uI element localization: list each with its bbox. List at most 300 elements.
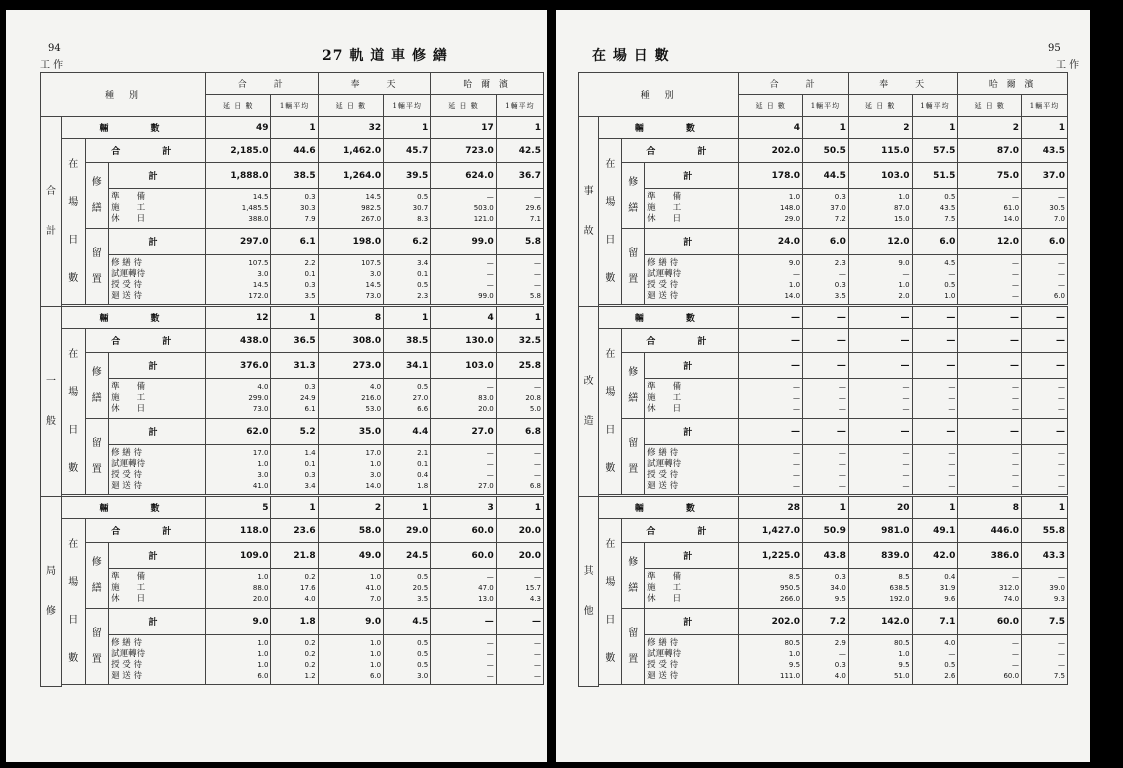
right-statistics-table bbox=[578, 72, 1068, 687]
cell-value: 1.0 bbox=[369, 660, 382, 669]
cell-value: — bbox=[1012, 459, 1020, 468]
cell-value: 29.0 bbox=[784, 215, 801, 223]
cell-value: 9.5 bbox=[834, 595, 846, 603]
cell-value: 386.0 bbox=[990, 550, 1020, 561]
cell-value: 0.4 bbox=[417, 470, 429, 479]
cell-value: 36.7 bbox=[518, 170, 541, 181]
stay-subtotal-row bbox=[41, 609, 544, 635]
cell-value: — bbox=[1012, 394, 1020, 402]
cell-value: — bbox=[486, 193, 494, 201]
cell-value: 1,264.0 bbox=[342, 170, 382, 181]
total-label: 合 計 bbox=[622, 519, 739, 543]
value-cell bbox=[271, 353, 318, 379]
stay-label: 留 置 bbox=[622, 229, 645, 305]
value-cell bbox=[958, 117, 1022, 139]
cell-value: 1 bbox=[1058, 122, 1065, 133]
cell-value: 1,427.0 bbox=[761, 525, 801, 536]
stay-item-label: 修 繕 待 bbox=[647, 257, 679, 268]
value-cell bbox=[803, 229, 849, 255]
cell-value: 376.0 bbox=[240, 360, 269, 371]
cell-value: — bbox=[902, 394, 910, 402]
cell-value: 1,485.5 bbox=[241, 204, 269, 212]
stay-subtotal-row bbox=[579, 609, 1068, 635]
cell-value: 0.5 bbox=[417, 383, 429, 391]
spacer bbox=[61, 685, 543, 687]
cell-value: 75.0 bbox=[996, 170, 1020, 181]
value-cell bbox=[384, 543, 431, 569]
cell-value: 61.0 bbox=[1003, 204, 1020, 212]
subtotal-label: 計 bbox=[109, 419, 206, 445]
repair-item-label: 休 日 bbox=[647, 214, 682, 224]
value-cell bbox=[496, 189, 543, 229]
repair-item-label: 休 日 bbox=[111, 594, 146, 604]
cell-value: — bbox=[948, 470, 956, 479]
cell-value: 1.8 bbox=[417, 481, 429, 490]
cell-value: 5.2 bbox=[299, 426, 316, 437]
cell-value: 9.5 bbox=[898, 660, 910, 669]
cell-value: 20.5 bbox=[412, 584, 429, 592]
value-cell bbox=[496, 329, 543, 353]
cell-value: 9.6 bbox=[944, 595, 956, 603]
repair-item-label: 休 日 bbox=[111, 214, 146, 224]
cell-value: 4.0 bbox=[834, 671, 846, 680]
cell-value: 0.5 bbox=[417, 660, 429, 669]
value-cell bbox=[271, 255, 318, 305]
repair-item-label: 施 工 bbox=[111, 393, 146, 403]
cell-value: 121.0 bbox=[473, 215, 494, 223]
cell-value: 57.5 bbox=[933, 145, 956, 156]
cell-value: 0.2 bbox=[304, 638, 316, 647]
cell-value: — bbox=[1012, 481, 1020, 490]
cell-value: 1 bbox=[309, 122, 316, 133]
value-cell bbox=[803, 569, 849, 609]
cell-value: — bbox=[1010, 335, 1020, 346]
value-cell bbox=[848, 379, 912, 419]
cell-value: 3.0 bbox=[417, 671, 429, 680]
repair-item-label: 準 備 bbox=[111, 572, 146, 582]
value-cell bbox=[271, 445, 318, 495]
cell-value: 49 bbox=[255, 122, 269, 133]
cars-label: 輛 數 bbox=[61, 497, 205, 519]
stay-item-label: 廻 送 待 bbox=[111, 670, 142, 681]
cell-value: 2.3 bbox=[417, 291, 429, 300]
value-cell bbox=[912, 635, 958, 685]
in-shop-days-label: 在 場 日 數 bbox=[61, 329, 85, 495]
cell-value: — bbox=[902, 470, 910, 479]
value-cell bbox=[318, 609, 383, 635]
cell-value: 3.0 bbox=[369, 269, 382, 278]
stay-item-label: 廻 送 待 bbox=[111, 480, 142, 491]
cell-value: 0.3 bbox=[304, 470, 316, 479]
cell-value: 50.9 bbox=[823, 525, 846, 536]
value-cell bbox=[958, 635, 1022, 685]
value-cell bbox=[958, 353, 1022, 379]
value-cell bbox=[848, 353, 912, 379]
value-cell bbox=[739, 445, 803, 495]
cell-value: 982.5 bbox=[361, 204, 382, 212]
total-row bbox=[41, 519, 544, 543]
cell-value: — bbox=[791, 312, 801, 323]
value-cell bbox=[384, 353, 431, 379]
value-cell bbox=[205, 163, 270, 189]
cell-value: — bbox=[486, 258, 494, 267]
stay-items-label bbox=[645, 635, 739, 685]
cell-value: 1 bbox=[949, 502, 956, 513]
cell-value: 299.0 bbox=[248, 394, 269, 402]
cell-value: — bbox=[1012, 269, 1020, 278]
cell-value: — bbox=[534, 193, 541, 201]
cell-value: 4.0 bbox=[257, 383, 269, 391]
cell-value: 6.8 bbox=[529, 481, 541, 490]
value-cell bbox=[496, 609, 543, 635]
cell-value: — bbox=[486, 470, 494, 479]
stay-item-label: 廻 送 待 bbox=[111, 290, 142, 301]
value-cell bbox=[431, 419, 496, 445]
value-cell bbox=[271, 307, 318, 329]
stay-item-label: 修 繕 待 bbox=[647, 447, 679, 458]
cell-value: — bbox=[838, 269, 846, 278]
cell-value: — bbox=[486, 269, 494, 278]
value-cell bbox=[384, 497, 431, 519]
cell-value: 3 bbox=[487, 502, 494, 513]
stay-items-row bbox=[41, 255, 544, 305]
value-cell bbox=[431, 519, 496, 543]
cell-value: — bbox=[534, 280, 541, 289]
cell-value: — bbox=[1058, 193, 1065, 201]
value-cell bbox=[1022, 497, 1068, 519]
cell-value: 73.0 bbox=[252, 405, 269, 413]
value-cell bbox=[205, 497, 270, 519]
cell-value: 29.6 bbox=[525, 204, 541, 212]
cell-value: 5.8 bbox=[529, 291, 541, 300]
total-row bbox=[41, 329, 544, 353]
value-cell bbox=[1022, 569, 1068, 609]
cell-value: 43.5 bbox=[939, 204, 956, 212]
cell-value: 20.8 bbox=[525, 394, 541, 402]
value-cell bbox=[1022, 229, 1068, 255]
subtotal-label: 計 bbox=[109, 353, 206, 379]
repair-items-label bbox=[645, 189, 739, 229]
cell-value: 17 bbox=[481, 122, 494, 133]
cell-value: 27.0 bbox=[478, 481, 494, 490]
section-name: 其 他 bbox=[579, 497, 599, 687]
cell-value: 47.0 bbox=[478, 584, 494, 592]
stay-subtotal-row bbox=[579, 229, 1068, 255]
section-name: 合 計 bbox=[41, 117, 62, 307]
cell-value: 2.1 bbox=[417, 448, 429, 457]
value-cell bbox=[912, 379, 958, 419]
cell-value: — bbox=[948, 649, 956, 658]
cell-value: 1,462.0 bbox=[342, 145, 382, 156]
cell-value: 192.0 bbox=[889, 595, 910, 603]
in-shop-days-label: 在 場 日 數 bbox=[61, 519, 85, 685]
value-cell bbox=[496, 419, 543, 445]
repair-label: 修 繕 bbox=[622, 163, 645, 229]
cell-value: — bbox=[838, 383, 846, 391]
cell-value: 62.0 bbox=[246, 426, 269, 437]
cell-value: 148.0 bbox=[779, 204, 801, 212]
cell-value: 4.0 bbox=[369, 383, 382, 391]
cell-value: — bbox=[838, 394, 846, 402]
repair-item-label: 準 備 bbox=[647, 572, 682, 582]
cell-value: 41.0 bbox=[365, 584, 382, 592]
cell-value: — bbox=[900, 312, 910, 323]
cell-value: 43.8 bbox=[823, 550, 846, 561]
cell-value: 3.0 bbox=[257, 269, 269, 278]
cell-value: — bbox=[1058, 280, 1065, 289]
repair-label: 修 繕 bbox=[85, 543, 109, 609]
repair-subtotal-row bbox=[579, 353, 1068, 379]
days-header: 延 日 數 bbox=[958, 95, 1022, 117]
value-cell bbox=[1022, 117, 1068, 139]
subtotal-label: 計 bbox=[109, 609, 206, 635]
repair-items-label bbox=[645, 569, 739, 609]
cell-value: — bbox=[1058, 470, 1065, 479]
value-cell bbox=[1022, 419, 1068, 445]
cell-value: — bbox=[902, 459, 910, 468]
stay-item-label: 修 繕 待 bbox=[647, 637, 679, 648]
cell-value: 6.1 bbox=[299, 236, 316, 247]
left-statistics-table bbox=[40, 72, 544, 687]
cell-value: 4.0 bbox=[944, 638, 956, 647]
cars-row bbox=[579, 497, 1068, 519]
cell-value: 20.0 bbox=[252, 595, 269, 603]
cell-value: — bbox=[838, 459, 846, 468]
value-cell bbox=[958, 163, 1022, 189]
total-row bbox=[579, 519, 1068, 543]
value-cell bbox=[496, 497, 543, 519]
cell-value: — bbox=[1012, 649, 1020, 658]
value-cell bbox=[318, 519, 383, 543]
cell-value: 3.5 bbox=[304, 291, 316, 300]
value-cell bbox=[318, 569, 383, 609]
cell-value: 0.5 bbox=[944, 193, 956, 201]
value-cell bbox=[912, 255, 958, 305]
cell-value: — bbox=[902, 405, 910, 413]
cell-value: — bbox=[1010, 312, 1020, 323]
cell-value: 80.5 bbox=[784, 638, 801, 647]
cell-value: 6.6 bbox=[417, 405, 429, 413]
value-cell bbox=[803, 353, 849, 379]
fengtian-header: 奉 天 bbox=[318, 73, 431, 95]
value-cell bbox=[431, 609, 496, 635]
value-cell bbox=[496, 139, 543, 163]
value-cell bbox=[739, 163, 803, 189]
total-label: 合 計 bbox=[85, 519, 205, 543]
cell-value: — bbox=[486, 671, 494, 680]
cell-value: 25.8 bbox=[518, 360, 541, 371]
cell-value: — bbox=[900, 360, 910, 371]
cell-value: 624.0 bbox=[465, 170, 494, 181]
cell-value: 53.0 bbox=[365, 405, 382, 413]
fengtian-header: 奉 天 bbox=[848, 73, 958, 95]
total-row bbox=[579, 139, 1068, 163]
value-cell bbox=[384, 379, 431, 419]
value-cell bbox=[271, 419, 318, 445]
value-cell bbox=[205, 353, 270, 379]
cell-value: — bbox=[1058, 573, 1065, 581]
cell-value: 178.0 bbox=[771, 170, 801, 181]
cell-value: 8 bbox=[1012, 502, 1020, 513]
value-cell bbox=[431, 163, 496, 189]
value-cell bbox=[739, 189, 803, 229]
cell-value: — bbox=[534, 258, 541, 267]
value-cell bbox=[803, 543, 849, 569]
value-cell bbox=[958, 445, 1022, 495]
cell-value: 73.0 bbox=[365, 291, 382, 300]
value-cell bbox=[848, 419, 912, 445]
cell-value: 1 bbox=[534, 122, 541, 133]
repair-items-row bbox=[579, 189, 1068, 229]
cell-value: 9.0 bbox=[788, 258, 801, 267]
value-cell bbox=[739, 307, 803, 329]
cell-value: — bbox=[534, 470, 541, 479]
value-cell bbox=[205, 635, 270, 685]
cell-value: 21.8 bbox=[293, 550, 316, 561]
value-cell bbox=[848, 163, 912, 189]
value-cell bbox=[318, 189, 383, 229]
cell-value: 9.5 bbox=[788, 660, 801, 669]
repair-label: 修 繕 bbox=[622, 353, 645, 419]
cell-value: 266.0 bbox=[779, 595, 801, 603]
value-cell bbox=[1022, 255, 1068, 305]
cell-value: 42.5 bbox=[518, 145, 541, 156]
value-cell bbox=[496, 255, 543, 305]
value-cell bbox=[912, 229, 958, 255]
cell-value: — bbox=[946, 360, 956, 371]
value-cell bbox=[1022, 307, 1068, 329]
cell-value: — bbox=[900, 426, 910, 437]
value-cell bbox=[318, 419, 383, 445]
cell-value: 2 bbox=[903, 122, 910, 133]
cell-value: — bbox=[1012, 660, 1020, 669]
total-label: 合 計 bbox=[85, 329, 205, 353]
value-cell bbox=[912, 329, 958, 353]
cell-value: — bbox=[486, 280, 494, 289]
cell-value: — bbox=[793, 448, 801, 457]
right-section-label: 工 作 bbox=[1056, 60, 1080, 71]
value-cell bbox=[803, 379, 849, 419]
cell-value: 7.5 bbox=[1049, 616, 1065, 627]
value-cell bbox=[1022, 635, 1068, 685]
value-cell bbox=[271, 635, 318, 685]
cell-value: 41.0 bbox=[252, 481, 269, 490]
total-label: 合 計 bbox=[622, 329, 739, 353]
cell-value: 9.0 bbox=[898, 258, 910, 267]
cell-value: 24.9 bbox=[300, 394, 316, 402]
cell-value: 7.5 bbox=[944, 215, 956, 223]
value-cell bbox=[739, 139, 803, 163]
value-cell bbox=[958, 419, 1022, 445]
cell-value: — bbox=[1058, 638, 1065, 647]
value-cell bbox=[958, 189, 1022, 229]
value-cell bbox=[848, 229, 912, 255]
value-cell bbox=[958, 229, 1022, 255]
cell-value: — bbox=[836, 360, 846, 371]
cell-value: — bbox=[534, 660, 541, 669]
value-cell bbox=[271, 139, 318, 163]
cell-value: — bbox=[793, 481, 801, 490]
cell-value: 0.3 bbox=[304, 193, 316, 201]
cell-value: 8.5 bbox=[898, 573, 910, 581]
left-section-label: 工 作 bbox=[40, 60, 64, 71]
cell-value: — bbox=[534, 649, 541, 658]
value-cell bbox=[205, 139, 270, 163]
stay-item-label: 試運轉待 bbox=[647, 268, 682, 279]
cell-value: 2.0 bbox=[898, 291, 910, 300]
cell-value: — bbox=[1058, 459, 1065, 468]
cell-value: — bbox=[838, 448, 846, 457]
cell-value: — bbox=[1056, 426, 1065, 437]
value-cell bbox=[205, 117, 270, 139]
cell-value: 20 bbox=[897, 502, 910, 513]
cell-value: 1.0 bbox=[788, 280, 801, 289]
value-cell bbox=[431, 445, 496, 495]
cell-value: 60.0 bbox=[471, 525, 494, 536]
value-cell bbox=[431, 117, 496, 139]
cars-row bbox=[41, 307, 544, 329]
value-cell bbox=[958, 139, 1022, 163]
cell-value: 1,888.0 bbox=[230, 170, 269, 181]
stay-items-label bbox=[109, 635, 206, 685]
cell-value: 0.5 bbox=[417, 193, 429, 201]
value-cell bbox=[739, 329, 803, 353]
stay-item-label: 授 受 待 bbox=[647, 279, 679, 290]
repair-label: 修 繕 bbox=[85, 163, 109, 229]
value-cell bbox=[1022, 163, 1068, 189]
cell-value: 28 bbox=[787, 502, 801, 513]
cell-value: 130.0 bbox=[465, 335, 494, 346]
cell-value: 12.0 bbox=[996, 236, 1020, 247]
section-name: 一 般 bbox=[41, 307, 62, 497]
stay-label: 留 置 bbox=[622, 419, 645, 495]
cell-value: — bbox=[948, 269, 956, 278]
value-cell bbox=[384, 189, 431, 229]
cell-value: 34.0 bbox=[830, 584, 846, 592]
repair-items-row bbox=[41, 189, 544, 229]
repair-item-label: 施 工 bbox=[647, 203, 682, 213]
spacer bbox=[599, 685, 1068, 687]
cell-value: 87.0 bbox=[893, 204, 910, 212]
cell-value: 3.0 bbox=[257, 470, 269, 479]
cell-value: — bbox=[1058, 405, 1065, 413]
cell-value: — bbox=[1058, 448, 1065, 457]
value-cell bbox=[271, 229, 318, 255]
cell-value: — bbox=[948, 405, 956, 413]
cell-value: — bbox=[900, 335, 910, 346]
value-cell bbox=[271, 163, 318, 189]
cell-value: 99.0 bbox=[471, 236, 494, 247]
cell-value: 0.1 bbox=[417, 459, 429, 468]
value-cell bbox=[205, 445, 270, 495]
total-label: 合 計 bbox=[622, 139, 739, 163]
value-cell bbox=[848, 139, 912, 163]
cell-value: 39.5 bbox=[406, 170, 429, 181]
value-cell bbox=[384, 419, 431, 445]
value-cell bbox=[205, 543, 270, 569]
cell-value: 14.5 bbox=[252, 193, 269, 201]
cell-value: — bbox=[1058, 481, 1065, 490]
cell-value: — bbox=[1012, 448, 1020, 457]
cell-value: 43.3 bbox=[1042, 550, 1065, 561]
cell-value: — bbox=[486, 383, 494, 391]
cell-value: 723.0 bbox=[465, 145, 494, 156]
value-cell bbox=[431, 139, 496, 163]
in-shop-days-label: 在 場 日 數 bbox=[599, 519, 622, 685]
avg-header: 1輛平均 bbox=[384, 95, 431, 117]
cell-value: 12.0 bbox=[887, 236, 910, 247]
value-cell bbox=[739, 353, 803, 379]
